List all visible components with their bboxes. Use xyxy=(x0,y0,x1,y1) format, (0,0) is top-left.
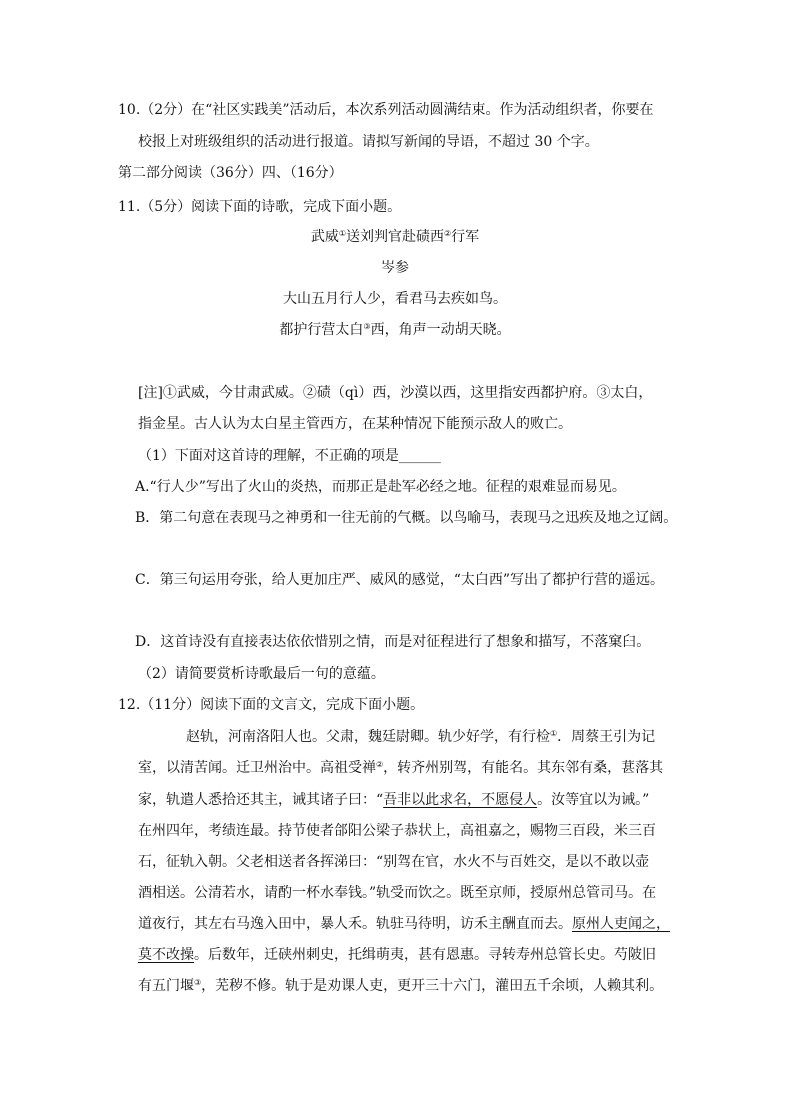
footnote-marker: ② xyxy=(444,229,452,238)
q11-sub-1: （1）下面对这首诗的理解，不正确的项是______ xyxy=(138,448,441,464)
passage-line-8: 莫不改操。后数年，迁硖州刺史，托缉萌夷，甚有恩惠。寻转寿州总管长史。芍陂旧 xyxy=(138,947,656,963)
underlined-sentence: 原州人吏闻之， xyxy=(572,916,670,932)
underlined-sentence: 吾非以此求名，不愿侵人 xyxy=(383,792,538,808)
passage-line-1: 赵轨，河南洛阳人也。父肃，魏廷尉卿。轨少好学，有行检①．周蔡王引为记 xyxy=(186,729,656,745)
footnote-marker: ① xyxy=(550,729,558,738)
footnote-marker: ③ xyxy=(363,322,371,331)
passage-line-2: 室，以清苦闻。迁卫州治中。高祖受禅②，转齐州别驾，有能名。其东邻有桑，葚落其 xyxy=(138,760,664,776)
poem-line-2: 都护行营太白③西，角声一动胡天晓。 xyxy=(279,322,511,338)
footnote-marker: ③ xyxy=(194,978,202,987)
q12-intro: 12.（11分）阅读下面的文言文，完成下面小题。 xyxy=(118,697,425,713)
passage-line-4: 在州四年，考绩连最。持节使者郃阳公梁子恭状上，高祖嘉之，赐物三百段，米三百 xyxy=(138,823,656,839)
passage-line-9: 有五门堰③，芜秽不修。轨于是劝课人吏，更开三十六门，灌田五千余顷，人赖其利。 xyxy=(138,978,664,994)
note-line-1: [注]①武威，今甘肃武威。②碛（qì）西，沙漠以西，这里指安西都护府。③太白， xyxy=(138,385,653,401)
passage-line-6: 酒相送。公清若水，请酌一杯水奉钱。”轨受而饮之。既至京师，授原州总管司马。在 xyxy=(138,885,657,901)
q11-intro: 11.（5分）阅读下面的诗歌，完成下面小题。 xyxy=(118,199,402,215)
footnote-marker: ① xyxy=(338,229,346,238)
poem-title: 武威①送刘判官赴碛西②行军 xyxy=(310,229,480,245)
option-c: C．第三句运用夸张，给人更加庄严、威风的感觉，“太白西”写出了都护行营的遥远。 xyxy=(135,572,665,588)
underlined-sentence: 莫不改操 xyxy=(138,947,194,963)
footnote-marker: ② xyxy=(376,760,384,769)
option-b: B．第二句意在表现马之神勇和一往无前的气概。以鸟喻马，表现马之迅疾及地之辽阔。 xyxy=(135,510,678,526)
passage-line-5: 石，征轨入朝。父老相送者各挥涕曰：“别驾在官，水火不与百姓交，是以不敢以壶 xyxy=(138,854,650,870)
poem-author: 岑参 xyxy=(381,260,409,276)
passage-line-3: 家，轨遣人悉拾还其主，诫其诸子曰：“吾非以此求名，不愿侵人。汝等宜以为诫。” xyxy=(138,792,650,808)
q10-line-1: 10.（2分）在“社区实践美”活动后，本次系列活动圆满结束。作为活动组织者，你要在 xyxy=(118,102,654,118)
q11-sub-2: （2）请简要赏析诗歌最后一句的意蕴。 xyxy=(138,666,385,682)
note-line-2: 指金星。古人认为太白星主管西方，在某种情况下能预示敌人的败亡。 xyxy=(138,416,572,432)
passage-line-7: 道夜行，其左右马逸入田中，暴人禾。轨驻马待明，访禾主酬直而去。原州人吏闻之， xyxy=(138,916,670,932)
poem-line-1: 大山五月行人少，看君马去疾如鸟。 xyxy=(283,291,507,307)
option-a: A.“行人少”写出了火山的炎热，而那正是赴军必经之地。征程的艰难显而易见。 xyxy=(135,479,626,495)
part2-heading: 第二部分阅读（36分）四、（16分） xyxy=(118,165,343,181)
q10-line-2: 校报上对班级组织的活动进行报道。请拟写新闻的导语，不超过 30 个字。 xyxy=(138,134,599,150)
option-d: D．这首诗没有直接表达依依惜别之情，而是对征程进行了想象和描写，不落窠臼。 xyxy=(135,634,651,650)
